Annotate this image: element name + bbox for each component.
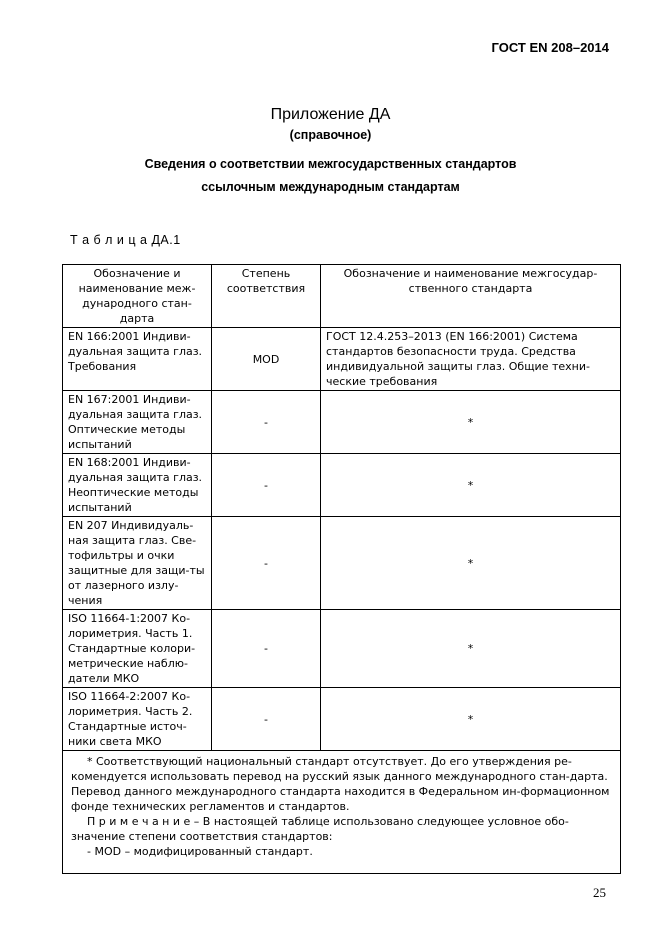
degree-cell: - — [212, 454, 321, 517]
page-number: 25 — [593, 885, 606, 900]
footnote-text: * Соответствующий национальный стандарт отсутствует. До его утверждения ре-комендуется использовать перевод на русский язык данного международного стан-дарта. Перевод данного международного стандарта находится в Федеральном ин-формационном фонде технических регламентов и стандартов. — [71, 755, 610, 813]
legend-text: - MOD – модифицированный стандарт. — [87, 845, 313, 858]
standard-code: ГОСТ EN 208–2014 — [491, 40, 609, 55]
table-header-row — [63, 265, 621, 328]
section-heading-line-1: Сведения о соответствии межгосударственных стандартов — [144, 157, 517, 171]
table-label: Т а б л и ц а ДА.1 — [70, 233, 181, 247]
international-standard-cell: EN 167:2001 Индиви-дуальная защита глаз. Оптические методы испытаний — [63, 391, 212, 454]
column-header-degree: Степень соответствия — [212, 265, 321, 328]
column-header-interstate: Обозначение и наименование межгосудар-ственного стандарта — [321, 265, 621, 328]
table-row — [63, 391, 621, 454]
interstate-standard-cell: ГОСТ 12.4.253–2013 (EN 166:2001) Система стандартов безопасности труда. Средства индивидуальной защиты глаз. Общие техни-ческие требования — [321, 328, 621, 391]
table-footnote-row — [63, 751, 621, 874]
appendix-title: Приложение ДА — [270, 106, 391, 123]
table-row — [63, 688, 621, 751]
section-heading-line-2: ссылочным международным стандартам — [201, 180, 460, 194]
international-standard-cell: EN 168:2001 Индиви-дуальная защита глаз. Неоптические методы испытаний — [63, 454, 212, 517]
interstate-standard-cell: * — [321, 391, 621, 454]
interstate-standard-cell: * — [321, 454, 621, 517]
degree-cell: - — [212, 391, 321, 454]
degree-cell: - — [212, 610, 321, 688]
international-standard-cell: ISO 11664-2:2007 Ко-лориметрия. Часть 2. Стандартные источ-ники света МКО — [63, 688, 212, 751]
international-standard-cell: EN 207 Индивидуаль-ная защита глаз. Све-тофильтры и очки защитные для защи-ты от лазерного излу-чения — [63, 517, 212, 610]
interstate-standard-cell: * — [321, 517, 621, 610]
international-standard-cell: ISO 11664-1:2007 Ко-лориметрия. Часть 1. Стандартные колори-метрические наблю-датели МКО — [63, 610, 212, 688]
table-row — [63, 328, 621, 391]
interstate-standard-cell: * — [321, 610, 621, 688]
table-row — [63, 517, 621, 610]
column-header-international: Обозначение и наименование меж-дународного стан-дарта — [63, 265, 212, 328]
degree-cell: - — [212, 517, 321, 610]
table-row — [63, 610, 621, 688]
degree-cell: - — [212, 688, 321, 751]
note-text: П р и м е ч а н и е – В настоящей таблице использовано следующее условное обо-значение степени соответствия стандартов: — [71, 815, 569, 843]
interstate-standard-cell: * — [321, 688, 621, 751]
correspondence-table — [62, 264, 621, 874]
table-footnote — [63, 751, 621, 874]
degree-cell: MOD — [212, 328, 321, 391]
appendix-subtitle: (справочное) — [289, 128, 372, 142]
table-row — [63, 454, 621, 517]
international-standard-cell: EN 166:2001 Индиви-дуальная защита глаз. Требования — [63, 328, 212, 391]
